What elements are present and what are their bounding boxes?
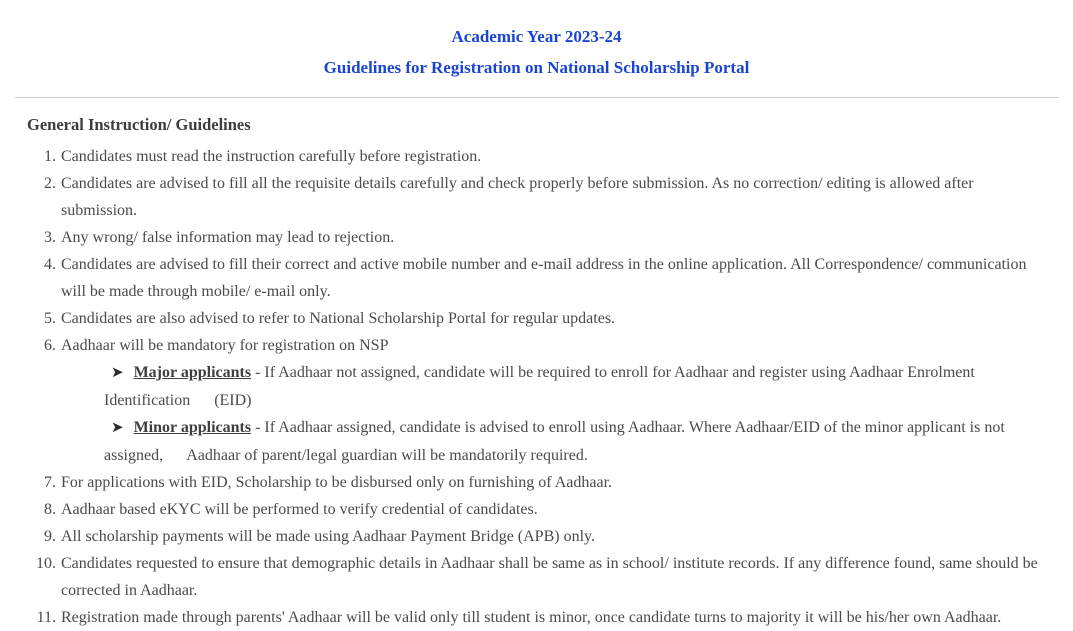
list-item <box>60 550 1047 604</box>
header-divider <box>15 97 1058 98</box>
document-header <box>0 0 1073 77</box>
list-item <box>60 604 1047 631</box>
sub-bullet-text: - If Aadhaar not assigned, candidate will be required to enroll for Aadhaar and register using Aadhaar Enrolment Identification (EID) <box>104 364 979 409</box>
instruction-text: Registration made through parents' Aadhaar will be valid only till student is minor, once candidate turns to majority it will be his/her own Aadhaar. <box>61 609 1002 626</box>
list-item <box>60 251 1047 305</box>
list-item <box>60 170 1047 224</box>
instruction-text: Aadhaar based eKYC will be performed to verify credential of candidates. <box>61 501 538 518</box>
instruction-text: Candidates must read the instruction carefully before registration. <box>61 148 482 165</box>
sub-bullet-minor-applicants <box>61 414 1047 469</box>
sub-bullet-label: Minor applicants <box>133 419 252 436</box>
list-item <box>60 469 1047 496</box>
sub-bullet-major-applicants <box>61 359 1047 414</box>
arrow-bullet-icon: ➤ <box>111 365 124 381</box>
sub-bullet-text: - If Aadhaar assigned, candidate is advised to enroll using Aadhaar. Where Aadhaar/EID of the minor applicant is not assigned, Aadhaar of parent/legal guardian will be mandatorily required. <box>104 419 1009 464</box>
page-title: Academic Year 2023-24 <box>451 27 622 46</box>
instruction-text: Candidates are advised to fill all the requisite details carefully and check properly before submission. As no correction/ editing is allowed after submission. <box>61 175 978 219</box>
list-item <box>60 143 1047 170</box>
instruction-list <box>0 143 1073 631</box>
arrow-bullet-icon: ➤ <box>111 420 124 436</box>
instruction-text: Aadhaar will be mandatory for registration on NSP <box>61 337 389 354</box>
list-item <box>60 496 1047 523</box>
sub-bullet-label: Major applicants <box>133 364 252 381</box>
instruction-text: Candidates are also advised to refer to National Scholarship Portal for regular updates. <box>61 310 616 327</box>
instruction-text: All scholarship payments will be made using Aadhaar Payment Bridge (APB) only. <box>61 528 595 545</box>
instruction-text: Candidates are advised to fill their correct and active mobile number and e-mail address in the online application. All Correspondence/ communication will be made through mobile/ e-mail only. <box>61 256 1031 300</box>
page-subtitle: Guidelines for Registration on National Scholarship Portal <box>323 58 750 77</box>
instruction-text: Any wrong/ false information may lead to rejection. <box>61 229 395 246</box>
list-item <box>60 332 1047 469</box>
list-item <box>60 224 1047 251</box>
section-heading: General Instruction/ Guidelines <box>27 115 251 134</box>
instruction-text: Candidates requested to ensure that demographic details in Aadhaar shall be same as in school/ institute records. If any difference found, same should be corrected in Aadhaar. <box>61 555 1042 599</box>
list-item <box>60 523 1047 550</box>
list-item <box>60 305 1047 332</box>
instruction-text: For applications with EID, Scholarship to be disbursed only on furnishing of Aadhaar. <box>61 474 613 491</box>
